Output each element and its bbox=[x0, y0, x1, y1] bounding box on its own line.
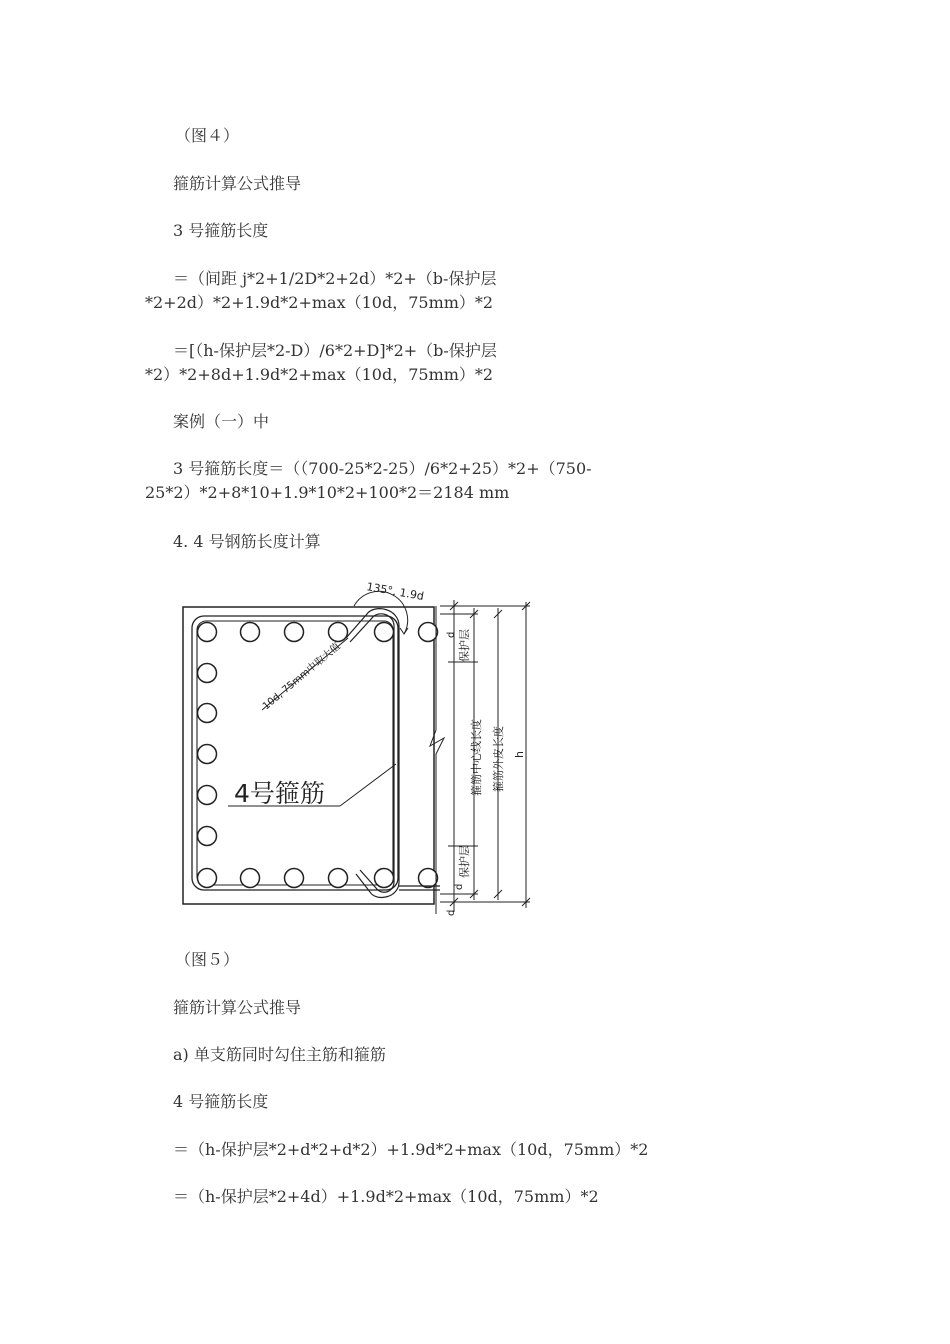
formula-3a-line1: ＝（间距 j*2+1/2D*2+2d）*2+（b-保护层 bbox=[173, 269, 497, 288]
outer-length-label: 箍筋外皮长度 bbox=[492, 726, 505, 792]
center-length-label: 箍筋中心线长度 bbox=[470, 719, 483, 796]
stirrup-label: 4号箍筋 bbox=[234, 779, 325, 808]
formula-3a-line2: *2+2d）*2+1.9d*2+max（10d，75mm）*2 bbox=[145, 293, 494, 312]
item4-title: 4 号箍筋长度 bbox=[173, 1092, 269, 1111]
cover-bottom-label: 保护层 bbox=[458, 845, 471, 878]
heading-stirrup-formula: 箍筋计算公式推导 bbox=[173, 174, 302, 193]
formula-4b: ＝（h-保护层*2+4d）+1.9d*2+max（10d，75mm）*2 bbox=[173, 1187, 599, 1206]
diag-label: 10d, 75mm中取大值 bbox=[260, 641, 343, 713]
fig5-caption: （图５） bbox=[175, 950, 240, 969]
stirrup-diagram bbox=[178, 570, 548, 920]
d-top-label: d bbox=[446, 631, 457, 638]
section4-title: 4. 4 号钢筋长度计算 bbox=[173, 532, 321, 551]
h-label: h bbox=[513, 751, 526, 758]
item3-title: 3 号箍筋长度 bbox=[173, 221, 269, 240]
heading-stirrup-formula-2: 箍筋计算公式推导 bbox=[173, 998, 302, 1017]
d-bottom-label-1: d bbox=[454, 883, 465, 890]
item-a: a) 单支筋同时勾住主筋和箍筋 bbox=[173, 1045, 386, 1064]
case-title: 案例（一）中 bbox=[173, 412, 270, 431]
case-formula bbox=[145, 457, 592, 505]
formula-3b-line1: ＝[（h-保护层*2-D）/6*2+D]*2+（b-保护层 bbox=[173, 341, 497, 360]
formula-3b bbox=[145, 339, 497, 387]
hook-label: 135°, 1.9d bbox=[365, 580, 425, 604]
formula-3b-line2: *2）*2+8d+1.9d*2+max（10d，75mm）*2 bbox=[145, 365, 494, 384]
fig4-caption: （图４） bbox=[175, 126, 240, 145]
formula-4a: ＝（h-保护层*2+d*2+d*2）+1.9d*2+max（10d，75mm）*2 bbox=[173, 1140, 649, 1159]
d-bottom-label-2: d bbox=[446, 909, 457, 916]
formula-3a bbox=[145, 267, 496, 315]
case-line2: 25*2）*2+8*10+1.9*10*2+100*2＝2184 mm bbox=[145, 483, 510, 502]
case-line1: 3 号箍筋长度＝（（700-25*2-25）/6*2+25）*2+（750- bbox=[173, 459, 592, 478]
cover-top-label: 保护层 bbox=[458, 629, 471, 662]
